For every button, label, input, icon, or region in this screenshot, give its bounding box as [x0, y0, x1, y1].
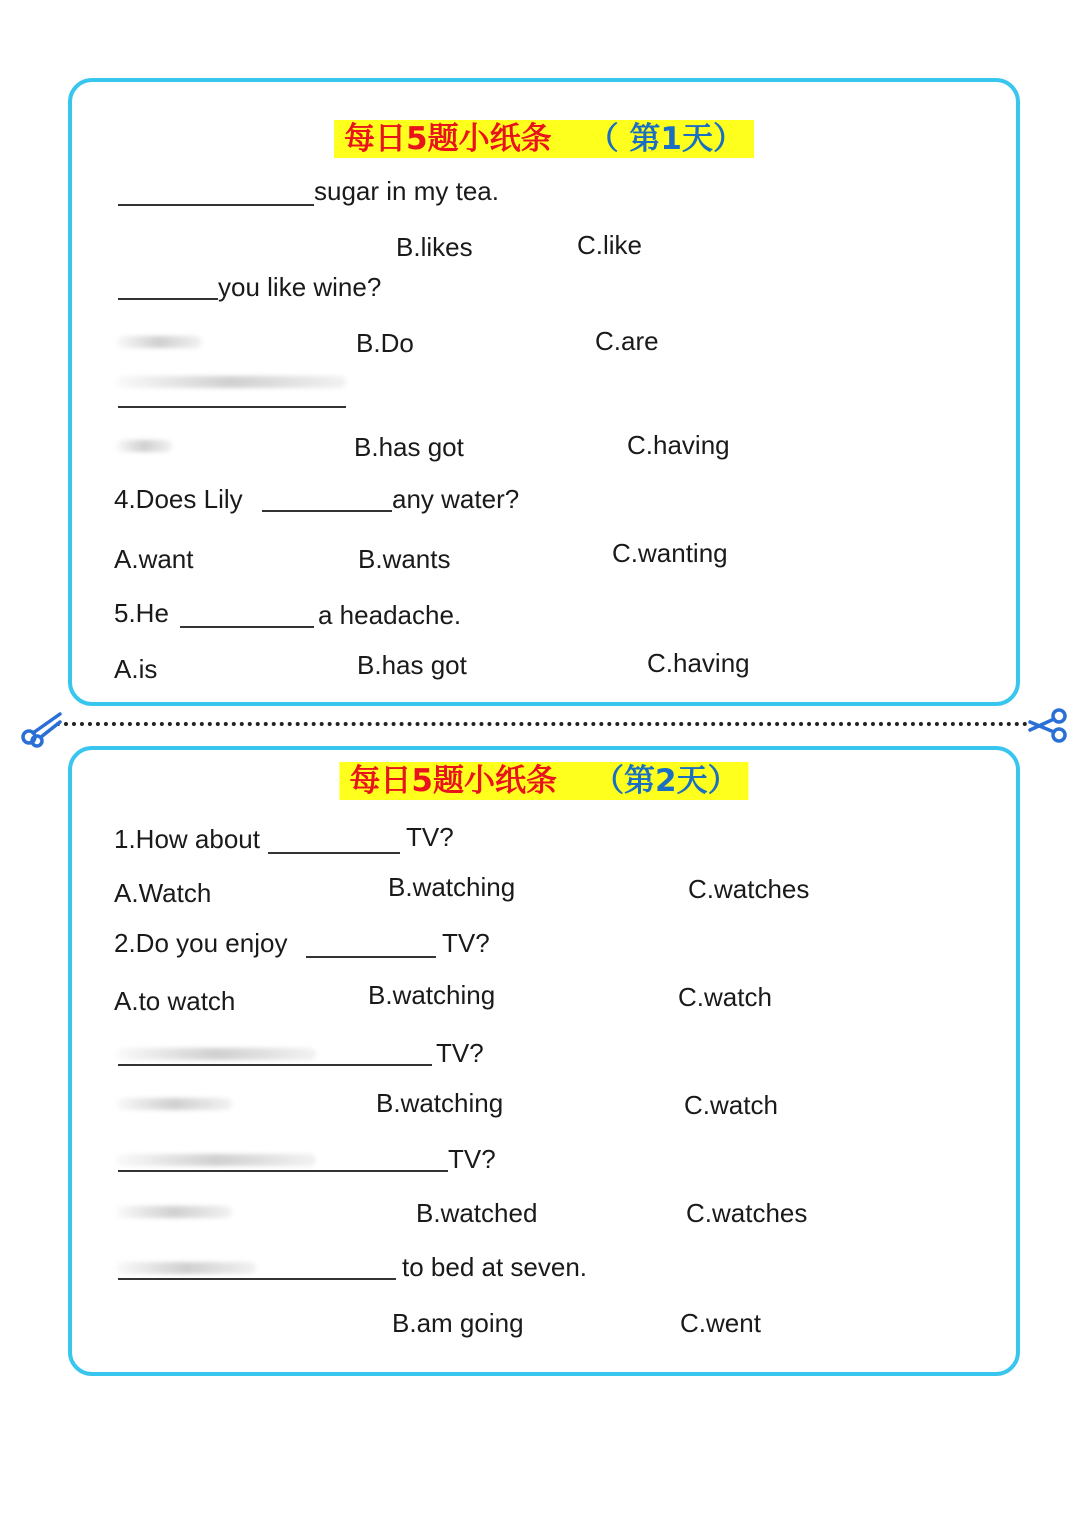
scissors-icon — [1026, 706, 1070, 746]
option-b: B.has got — [357, 650, 467, 680]
option-b: B.wants — [358, 544, 451, 574]
answer-blank — [118, 1064, 432, 1066]
option-b: B.likes — [396, 232, 473, 262]
option-b: B.watching — [388, 872, 516, 902]
answer-blank — [268, 852, 400, 854]
blurred-region — [116, 336, 202, 348]
question-2-text-start: 2.Do you enjoy — [114, 928, 288, 958]
option-a: A.is — [114, 654, 158, 684]
option-c: C.watch — [678, 982, 772, 1012]
option-c: C.having — [647, 648, 750, 678]
card-title-day1 — [334, 120, 754, 158]
blurred-region — [116, 1048, 316, 1060]
answer-blank — [262, 510, 392, 512]
answer-blank — [118, 298, 218, 300]
blurred-region — [116, 440, 172, 452]
title-main: 每日5题小纸条 — [344, 121, 552, 157]
option-a: A.Watch — [114, 878, 212, 908]
option-a: A.want — [114, 544, 194, 574]
title-main: 每日5题小纸条 — [349, 763, 557, 799]
question-5-text-end: to bed at seven. — [402, 1252, 588, 1282]
cut-line — [56, 722, 1028, 726]
question-1-text: sugar in my tea. — [314, 176, 499, 206]
option-a: A.to watch — [114, 986, 236, 1016]
answer-blank — [118, 204, 314, 206]
option-c: C.went — [680, 1308, 761, 1338]
option-b: B.watching — [376, 1088, 504, 1118]
question-2-text: you like wine? — [218, 272, 382, 302]
option-b: B.Do — [356, 328, 414, 358]
title-day: （第2天） — [593, 763, 739, 799]
answer-blank — [118, 1170, 448, 1172]
answer-blank — [118, 1278, 396, 1280]
question-2-text-end: TV? — [442, 928, 490, 958]
option-b: B.watched — [416, 1198, 538, 1228]
option-c: C.wanting — [612, 538, 728, 568]
option-c: C.are — [595, 326, 659, 356]
option-c: C.like — [577, 230, 643, 260]
blurred-region — [116, 376, 346, 388]
question-1-text-end: TV? — [406, 822, 454, 852]
option-b: B.am going — [392, 1308, 524, 1338]
question-5-text-end: a headache. — [318, 600, 462, 630]
option-c: C.watches — [688, 874, 810, 904]
blurred-region — [116, 1262, 256, 1274]
worksheet-card-day1 — [68, 78, 1020, 706]
option-b: B.has got — [354, 432, 464, 462]
card-title-day2 — [339, 762, 748, 800]
worksheet-card-day2 — [68, 746, 1020, 1376]
question-5-text-start: 5.He — [114, 598, 169, 628]
question-4-text-end: any water? — [392, 484, 520, 514]
blurred-region — [116, 1206, 232, 1218]
option-c: C.watches — [686, 1198, 808, 1228]
answer-blank — [180, 626, 314, 628]
answer-blank — [306, 956, 436, 958]
question-4-text-start: 4.Does Lily — [114, 484, 243, 514]
title-day: （ 第1天） — [587, 121, 744, 157]
option-c: C.having — [627, 430, 730, 460]
question-3-text-end: TV? — [436, 1038, 484, 1068]
answer-blank — [118, 406, 346, 408]
blurred-region — [116, 1154, 316, 1166]
blurred-region — [116, 1098, 232, 1110]
question-1-text-start: 1.How about — [114, 824, 260, 854]
question-4-text-end: TV? — [448, 1144, 496, 1174]
option-c: C.watch — [684, 1090, 778, 1120]
scissors-icon — [20, 708, 64, 748]
option-b: B.watching — [368, 980, 496, 1010]
